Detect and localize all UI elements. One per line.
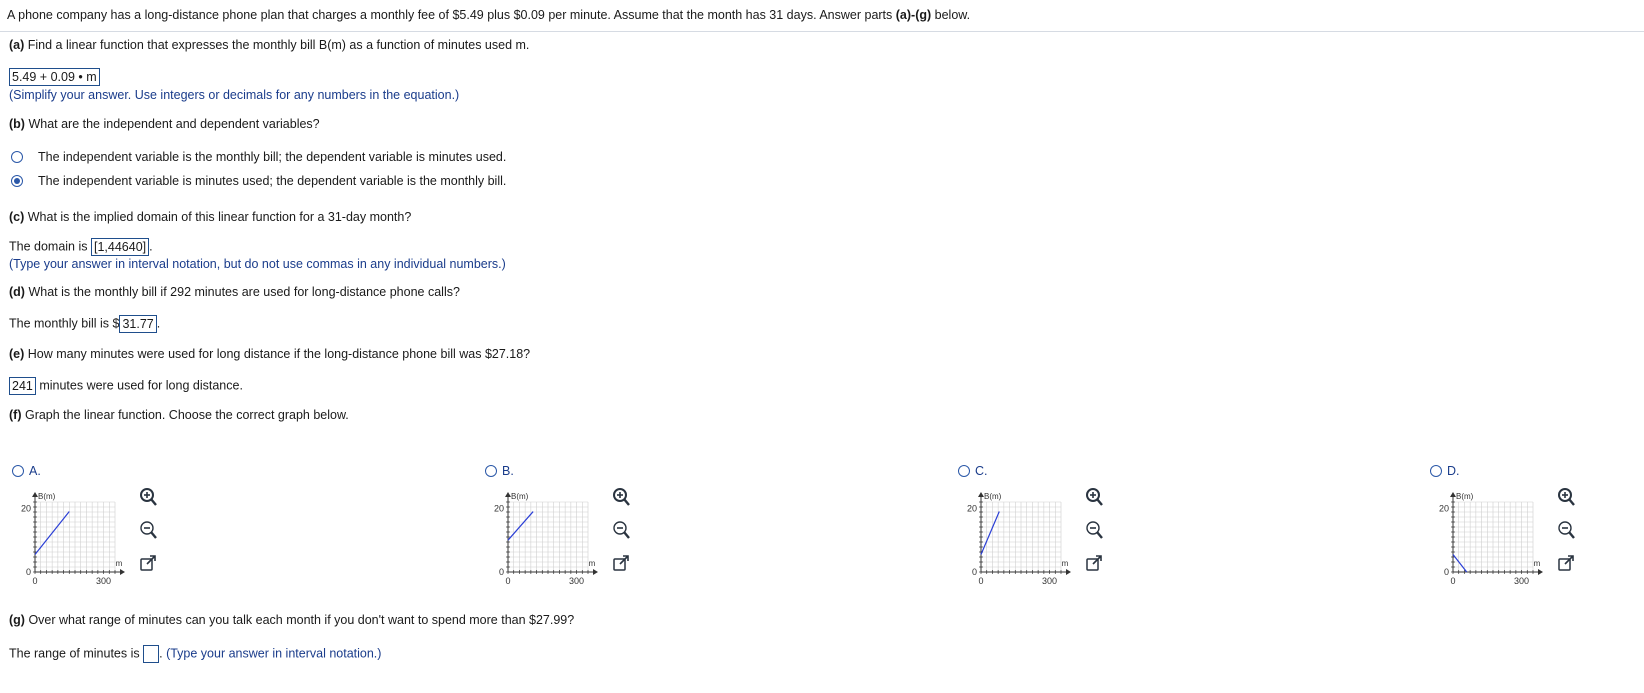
y-tick-label: 0 (971, 567, 977, 577)
zoom-out-icon[interactable] (1556, 520, 1576, 540)
popout-icon[interactable] (138, 553, 158, 573)
graph-line (981, 512, 999, 555)
x-tick-label: 0 (505, 576, 511, 586)
y-axis-label: B(m) (1456, 492, 1474, 501)
y-axis-label: B(m) (38, 492, 56, 501)
part-f-graph-a (7, 482, 137, 587)
y-tick-label: 20 (493, 503, 504, 514)
y-axis-label: B(m) (511, 492, 529, 501)
part-a-answer-row (9, 68, 100, 86)
y-tick-label: 0 (1443, 567, 1449, 577)
part-f-option-letter[interactable]: C. (975, 464, 988, 478)
x-axis-label: m (115, 559, 123, 568)
graph-line (508, 512, 533, 541)
part-f-graph-d (1425, 482, 1555, 587)
part-f-question: (f) Graph the linear function. Choose the correct graph below. (9, 408, 349, 422)
part-f-option-b-radio[interactable] (485, 465, 497, 477)
x-axis-arrow (1538, 569, 1543, 575)
popout-icon[interactable] (611, 553, 631, 573)
part-f-option-letter[interactable]: A. (29, 464, 41, 478)
part-c-answer-box[interactable]: [1,44640] (91, 238, 149, 256)
x-axis-arrow (593, 569, 598, 575)
x-axis-label: m (1533, 559, 1541, 568)
y-tick-label: 20 (20, 503, 31, 514)
zoom-in-icon[interactable] (1084, 487, 1104, 507)
y-tick-label: 0 (25, 567, 31, 577)
part-f-graph-b (480, 482, 610, 587)
part-g-question: (g) Over what range of minutes can you talk each month if you don't want to spend more than $27.99? (9, 613, 575, 627)
part-d-question: (d) What is the monthly bill if 292 minutes are used for long-distance phone calls? (9, 285, 460, 299)
part-f-option-letter[interactable]: B. (502, 464, 514, 478)
y-tick-label: 20 (1438, 503, 1449, 514)
part-f-option-d-radio[interactable] (1430, 465, 1442, 477)
zoom-out-icon[interactable] (138, 520, 158, 540)
part-b-option-1-radio[interactable] (11, 151, 23, 163)
part-a-answer-box[interactable]: 5.49 + 0.09 • m (9, 68, 100, 86)
y-tick-label: 20 (966, 503, 977, 514)
y-axis-label: B(m) (984, 492, 1002, 501)
x-tick-label: 300 (569, 576, 585, 586)
part-e-answer-row: 241 minutes were used for long distance. (9, 377, 243, 395)
zoom-in-icon[interactable] (1556, 487, 1576, 507)
popout-icon[interactable] (1556, 553, 1576, 573)
part-a-question: (a) Find a linear function that expresses the monthly bill B(m) as a function of minutes used m. (9, 38, 530, 52)
part-g-answer-row: The range of minutes is . (Type your answer in interval notation.) (9, 645, 381, 663)
x-axis-arrow (120, 569, 125, 575)
divider (0, 31, 1644, 32)
part-c-question: (c) What is the implied domain of this linear function for a 31-day month? (9, 210, 412, 224)
x-tick-label: 300 (1514, 576, 1530, 586)
popout-icon[interactable] (1084, 553, 1104, 573)
part-f-option-letter[interactable]: D. (1447, 464, 1460, 478)
x-axis-label: m (588, 559, 596, 568)
part-e-answer-box[interactable]: 241 (9, 377, 36, 395)
x-axis-label: m (1061, 559, 1069, 568)
zoom-out-icon[interactable] (1084, 520, 1104, 540)
part-f-option-a-radio[interactable] (12, 465, 24, 477)
part-b-option-2-label[interactable]: The independent variable is minutes used; the dependent variable is the monthly bill. (38, 174, 507, 188)
x-axis-arrow (1066, 569, 1071, 575)
x-tick-label: 0 (1450, 576, 1456, 586)
x-tick-label: 300 (1042, 576, 1058, 586)
part-c-answer-row: The domain is [1,44640] . (9, 239, 153, 254)
part-f-option-c-radio[interactable] (958, 465, 970, 477)
y-tick-label: 0 (498, 567, 504, 577)
x-tick-label: 300 (96, 576, 112, 586)
x-tick-label: 0 (32, 576, 38, 586)
zoom-in-icon[interactable] (611, 487, 631, 507)
problem-intro: A phone company has a long-distance phone plan that charges a monthly fee of $5.49 plus $0.09 per minute. Assume that the month has 31 days. Answer parts (a)-(g) below. (7, 8, 971, 22)
part-d-answer-box[interactable]: 31.77 (119, 315, 156, 333)
part-f-graph-c (953, 482, 1083, 587)
x-tick-label: 0 (978, 576, 984, 586)
part-b-option-2-radio[interactable] (11, 175, 23, 187)
part-c-hint: (Type your answer in interval notation, but do not use commas in any individual numbers.) (9, 257, 506, 271)
part-d-answer-row: The monthly bill is $ 31.77 . (9, 316, 161, 331)
part-g-answer-box[interactable] (143, 645, 159, 663)
part-b-question: (b) What are the independent and dependent variables? (9, 117, 320, 131)
part-a-hint: (Simplify your answer. Use integers or decimals for any numbers in the equation.) (9, 88, 460, 102)
zoom-out-icon[interactable] (611, 520, 631, 540)
part-e-question: (e) How many minutes were used for long distance if the long-distance phone bill was $27.18? (9, 347, 531, 361)
part-b-option-1-label[interactable]: The independent variable is the monthly bill; the dependent variable is minutes used. (38, 150, 507, 164)
zoom-in-icon[interactable] (138, 487, 158, 507)
